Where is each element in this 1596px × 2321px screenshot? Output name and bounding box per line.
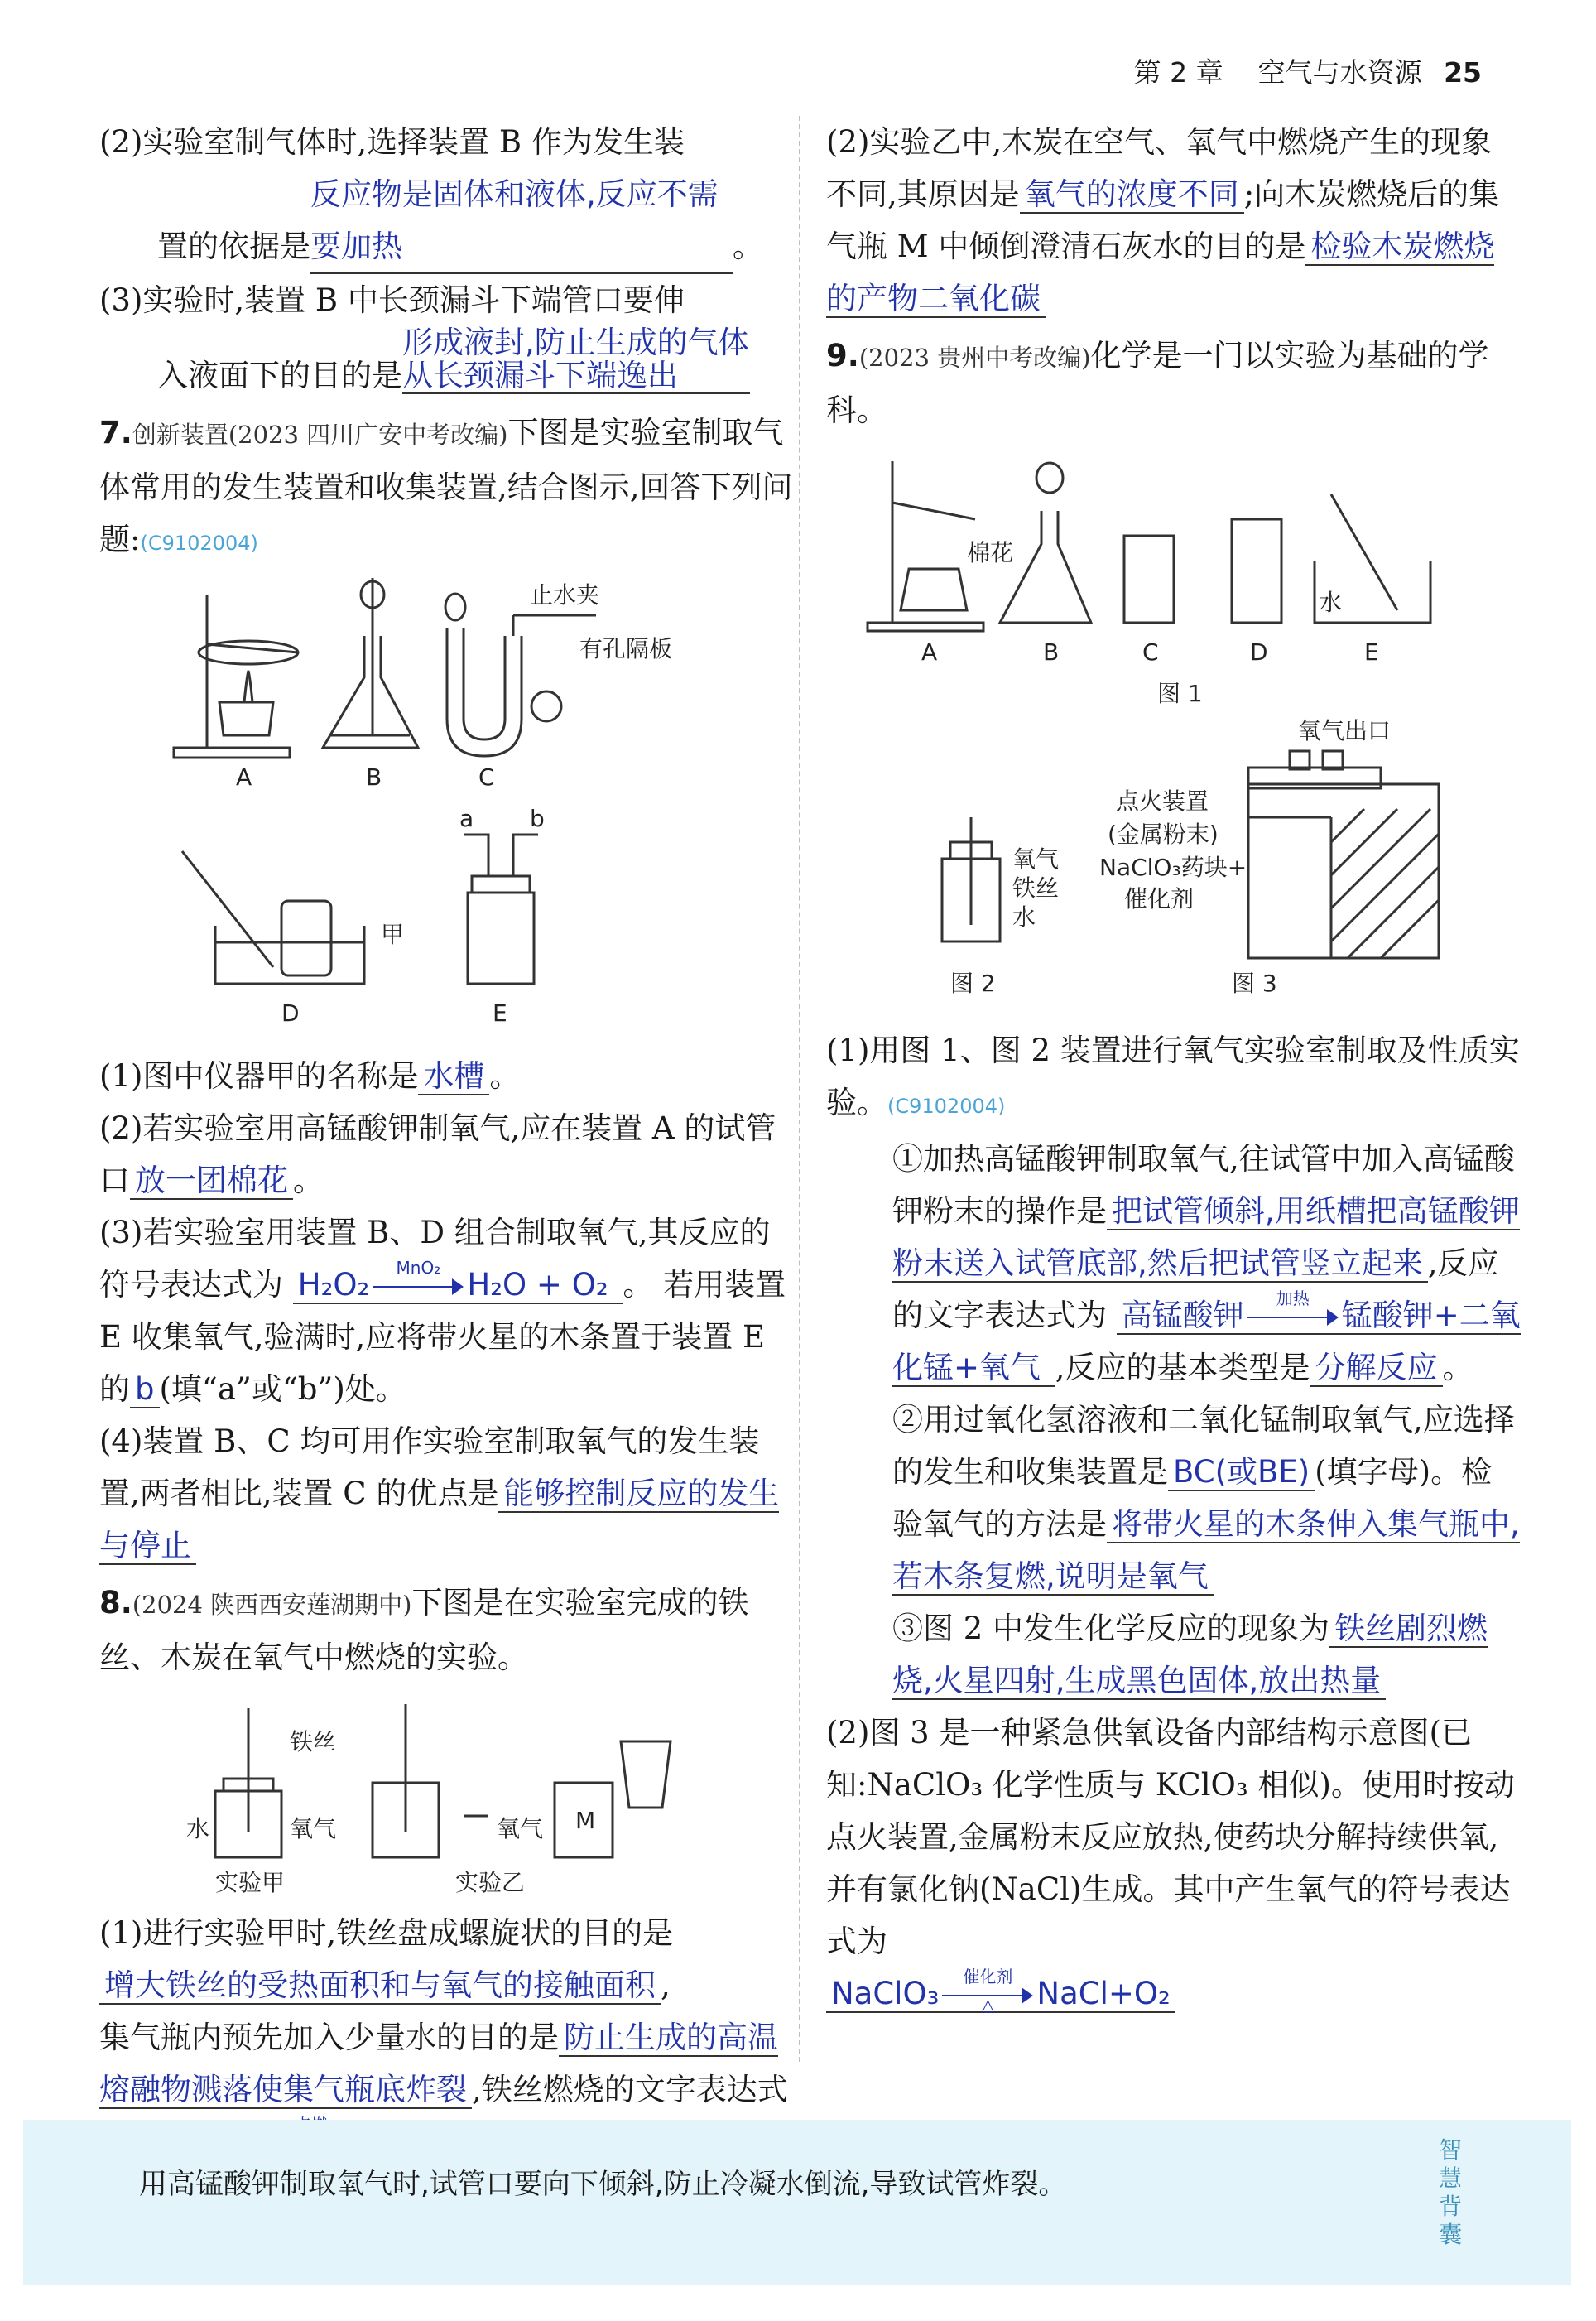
label-iron-wire: 铁丝 (290, 1728, 337, 1755)
answer-q9-1-2: BC(或BE) (1168, 1454, 1315, 1491)
answer-q9-1-1: 把试管倾斜,用纸槽把高锰酸钾粉末送入试管底部,然后把试管竖立起来 (892, 1193, 1520, 1281)
q7-1: (1)图中仪器甲的名称是 水槽 。 (99, 1058, 521, 1094)
answer-q8-1-a: 增大铁丝的受热面积和与氧气的接触面积 (99, 1967, 661, 2005)
answer-q8-2-a: 氧气的浓度不同 (1020, 176, 1244, 214)
tip-text: 用高锰酸钾制取氧气时,试管口要向下倾斜,防止冷凝水倒流,导致试管炸裂。 (139, 2168, 1067, 2201)
label-e: E (493, 999, 507, 1027)
q8-2: (2)实验乙中,木炭在空气、氧气中燃烧产生的现象不同,其原因是 氧气的浓度不同 ;向木炭燃烧后的集气瓶 M 中倾倒澄清石灰水的目的是 检验木炭燃烧的产物二氧化碳 (826, 124, 1500, 316)
answer-q7-3-port: b (130, 1371, 160, 1408)
label-fig1-d: D (1250, 638, 1268, 666)
label-igniter: 点火装置 (1116, 787, 1209, 815)
label-oxygen-1: 氧气 (290, 1815, 337, 1842)
q9-1-3: ③图 2 中发生化学反应的现象为 铁丝剧烈燃烧,火星四射,生成黑色固体,放出热量 (892, 1611, 1488, 1698)
device-e-bottle (468, 893, 534, 984)
label-jia: 甲 (381, 921, 405, 948)
label-b-port: b (530, 805, 545, 832)
fig-2-3 (851, 718, 1497, 1016)
label-m: M (575, 1807, 596, 1834)
caption-jia: 实验甲 (215, 1869, 286, 1896)
tip-side-label: 智慧背囊 (1439, 2136, 1463, 2248)
answer-q9-1-2-b: 将带火星的木条伸入集气瓶中,若木条复燃,说明是氧气 (892, 1506, 1520, 1594)
page-number: 25 (1444, 56, 1482, 89)
label-water: 水 (186, 1815, 210, 1842)
answer-q9-1-3: 铁丝剧烈燃烧,火星四射,生成黑色固体,放出热量 (892, 1611, 1488, 1698)
answer-q8-2-b: 检验木炭燃烧的产物二氧化碳 (826, 229, 1495, 316)
label-fig2-oxygen: 氧气 (1012, 845, 1060, 873)
q8-figure (182, 1692, 712, 1899)
q7-figure (132, 578, 762, 1042)
q7-4: (4)装置 B、C 均可用作实验室制取氧气的发生装置,两者相比,装置 C 的优点是 能够控制反应的发生与停止 (99, 1423, 780, 1563)
answer-q6-2: 反应物是固体和液体,反应不需要加热 (310, 168, 733, 274)
q8-stem: 8.(2024 陕西西安莲湖期中)下图是在实验室完成的铁丝、木炭在氧气中燃烧的实验。 (99, 1585, 749, 1675)
q7-3: (3)若实验室用装置 B、D 组合制取氧气,其反应的符号表达式为 H₂O₂ MnO₂ H₂O + O₂ 。 若用装置 E 收集氧气,验满时,应将带火星的木条置于装置 E 的 b (填“a”或“b”)处。 (99, 1215, 786, 1407)
label-b: B (366, 763, 382, 791)
answer-q6-3: 形成液封,防止生成的气体从长颈漏斗下端逸出 (402, 325, 749, 393)
label-fig2-water: 水 (1012, 903, 1036, 931)
answer-q8-1-b: 防止生成的高温熔融物溅落使集气瓶底炸裂 (99, 2020, 778, 2107)
label-d: D (281, 999, 300, 1027)
label-a-port: a (459, 805, 474, 832)
device-b-flask (323, 636, 418, 748)
question-code: (C9102004) (140, 532, 258, 555)
answer-q9-2-eq: NaClO₃ 催化剂 △ NaCl+O₂ (826, 1976, 1175, 2013)
answer-q9-1-1-type: 分解反应 (1310, 1350, 1443, 1387)
fig-1 (851, 445, 1497, 710)
label-porous-plate: 有孔隔板 (579, 635, 673, 662)
label-metal-powder: (金属粉末) (1108, 821, 1219, 848)
label-fig1-c: C (1142, 638, 1159, 666)
q9-1: (1)用图 1、图 2 装置进行氧气实验室制取及性质实验。(C9102004) (826, 1033, 1520, 1120)
left-column (99, 116, 795, 2168)
label-oxygen-outlet: 氧气出口 (1298, 718, 1392, 744)
q7-stem: 7.创新装置(2023 四川广安中考改编)下图是实验室制取气体常用的发生装置和收集装置,结合图示,回答下列问题:(C9102004) (99, 415, 793, 557)
label-fig1-a: A (921, 638, 938, 666)
q9-2: (2)图 3 是一种紧急供氧设备内部结构示意图(已知:NaClO₃ 化学性质与 KClO₃ 相似)。使用时按动点火装置,金属粉末反应放热,使药块分解持续供氧,并有氯化钠(NaCl)生成。其中产生氧气的符号表达式为 NaClO₃ 催化剂 △ NaCl+O₂ (826, 1715, 1515, 2015)
label-catalyst: 催化剂 (1124, 885, 1195, 913)
label-oxygen-2: 氧气 (497, 1815, 544, 1842)
caption-fig3: 图 3 (1232, 970, 1277, 997)
page-header (1134, 51, 1482, 90)
answer-q9-1-1-eq: 高锰酸钾 加热 锰酸钾+二氧化锰+氧气 (892, 1288, 1521, 1385)
q9-1-1: ①加热高锰酸钾制取氧气,往试管中加入高锰酸钾粉末的操作是 把试管倾斜,用纸槽把高锰酸钾粉末送入试管底部,然后把试管竖立起来 ,反应的文字表达式为 高锰酸钾 加热 锰酸钾+二氧化锰+氧气 ,反应的基本类型是 分解反应 。 (892, 1141, 1521, 1385)
label-naclo3: NaClO₃药块+ (1099, 854, 1247, 881)
caption-fig1: 图 1 (1157, 680, 1203, 707)
q7-2: (2)若实验室用高锰酸钾制氧气,应在装置 A 的试管口 放一团棉花 。 (99, 1110, 776, 1198)
label-c: C (478, 763, 495, 791)
label-a: A (236, 763, 252, 791)
device-a-base (174, 748, 290, 758)
right-column (826, 116, 1521, 2020)
chapter-title: 空气与水资源 (1257, 56, 1422, 89)
answer-q7-4: 能够控制反应的发生与停止 (99, 1476, 780, 1563)
label-stop-clamp: 止水夹 (530, 581, 600, 609)
label-fig1-e: E (1364, 638, 1379, 666)
answer-q7-2: 放一团棉花 (130, 1163, 293, 1200)
q6-2: (2)实验室制气体时,选择装置 B 作为发生装 置的依据是反应物是固体和液体,反应不需要加热 。 (99, 116, 795, 274)
q8-1: (1)进行实验甲时,铁丝盘成螺旋状的目的是 增大铁丝的受热面积和与氧气的接触面积 , 集气瓶内预先加入少量水的目的是 防止生成的高温熔融物溅落使集气瓶底炸裂 ,铁丝燃烧的文字表达式 (99, 1907, 795, 2168)
label-fig2-wire: 铁丝 (1012, 874, 1060, 902)
device-c-utube (447, 628, 522, 756)
answer-q7-3-eq: H₂O₂ MnO₂ H₂O + O₂ (293, 1267, 623, 1304)
q9-stem: 9.(2023 贵州中考改编)化学是一门以实验为基础的学科。 (826, 338, 1489, 428)
caption-yi: 实验乙 (455, 1869, 526, 1896)
label-cotton: 棉花 (967, 539, 1014, 566)
tip-box (23, 2120, 1571, 2285)
caption-fig2: 图 2 (950, 970, 996, 997)
answer-q7-1: 水槽 (418, 1058, 489, 1095)
label-fig1-b: B (1043, 638, 1060, 666)
chapter-label: 第 2 章 (1133, 56, 1223, 89)
label-water-e: 水 (1319, 589, 1343, 616)
q9-1-2: ②用过氧化氢溶液和二氧化锰制取氧气,应选择的发生和收集装置是 BC(或BE) (填字母)。检验氧气的方法是 将带火星的木条伸入集气瓶中,若木条复燃,说明是氧气 (892, 1402, 1520, 1594)
q6-3: (3)实验时,装置 B 中长颈漏斗下端管口要伸 入液面下的目的是形成液封,防止生成的气体从长颈漏斗下端逸出 (99, 282, 749, 393)
column-divider (799, 116, 800, 2062)
